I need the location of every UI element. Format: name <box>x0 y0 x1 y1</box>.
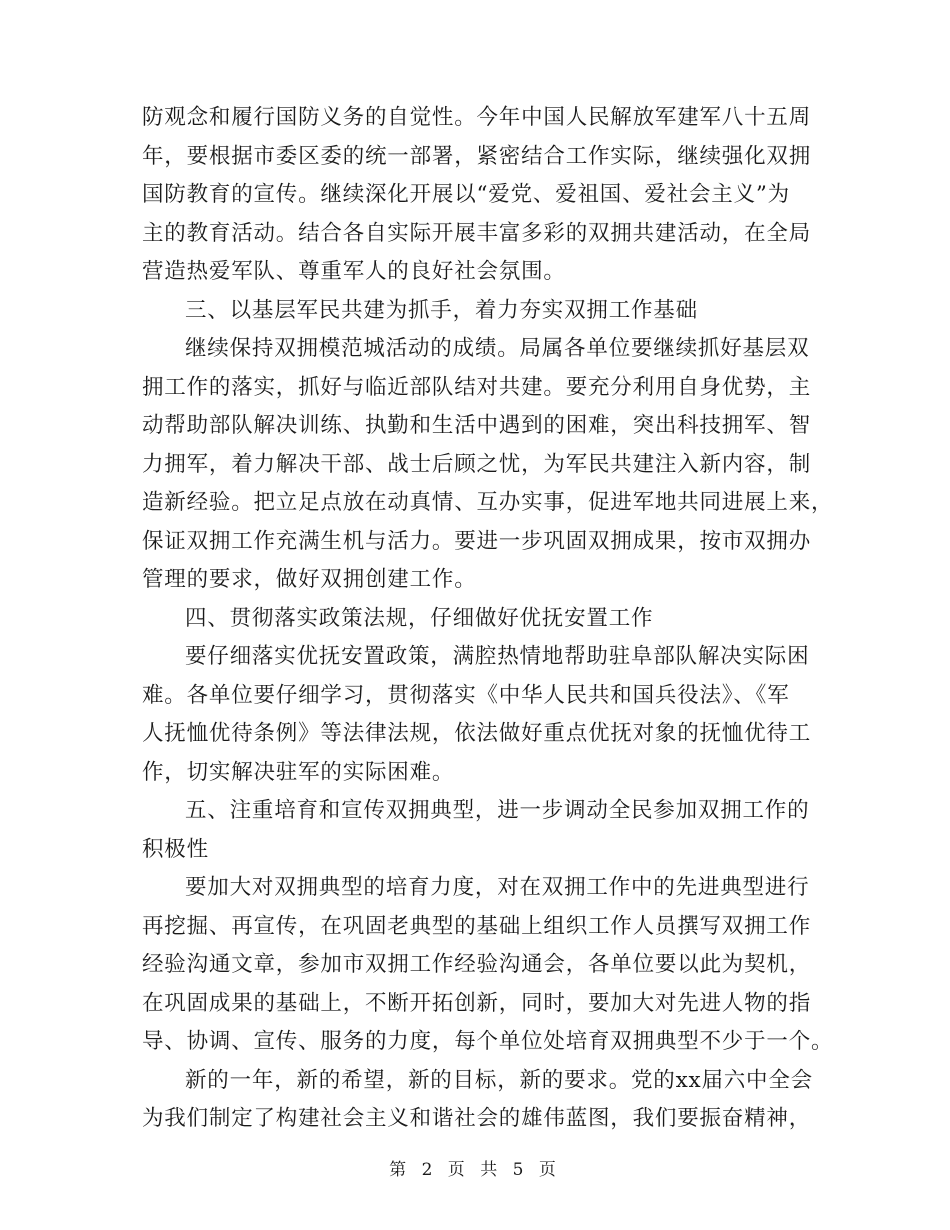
text-line: 新的一年，新的希望，新的目标，新的要求。党的xx届六中全会 <box>185 1067 813 1093</box>
text-line: 在巩固成果的基础上，不断开拓创新，同时，要加大对先进人物的指 <box>142 990 812 1016</box>
text-line: 继续保持双拥模范城活动的成绩。局属各单位要继续抓好基层双 <box>185 336 810 361</box>
text-line: 难。各单位要仔细学习，贯彻落实《中华人民共和国兵役法》、《军 <box>142 682 790 708</box>
text-line: 经验沟通文章，参加市双拥工作经验沟通会，各单位要以此为契机， <box>142 952 812 977</box>
text-line: 三、以基层军民共建为抓手，着力夯实双拥工作基础 <box>185 297 698 323</box>
document-body <box>142 99 834 1139</box>
page-footer: 第 2 页 共 5 页 <box>389 1160 561 1180</box>
text-line: 要仔细落实优抚安置政策，满腔热情地帮助驻阜部队解决实际困 <box>185 644 810 669</box>
text-line: 再挖掘、再宣传，在巩固老典型的基础上组织工作人员撰写双拥工作 <box>142 913 812 939</box>
text-line: 四、贯彻落实政策法规，仔细做好优抚安置工作 <box>185 605 654 631</box>
text-line: 保证双拥工作充满生机与活力。要进一步巩固双拥成果，按市双拥办 <box>142 528 812 554</box>
text-line: 国防教育的宣传。继续深化开展以“爱党、爱祖国、爱社会主义”为 <box>142 182 790 207</box>
text-line: 力拥军，着力解决干部、战士后顾之忧，为军民共建注入新内容，制 <box>142 451 812 477</box>
text-line: 动帮助部队解决训练、执勤和生活中遇到的困难，突出科技拥军、智 <box>142 413 812 438</box>
text-line: 拥工作的落实，抓好与临近部队结对共建。要充分利用自身优势，主 <box>142 374 812 400</box>
text-line: 积极性 <box>142 836 209 862</box>
text-line: 年，要根据市委区委的统一部署，紧密结合工作实际，继续强化双拥 <box>142 143 812 169</box>
text-line: 要加大对双拥典型的培育力度，对在双拥工作中的先进典型进行 <box>185 875 810 900</box>
text-line: 为我们制定了构建社会主义和谐社会的雄伟蓝图，我们要振奋精神， <box>142 1106 812 1131</box>
text-line: 管理的要求，做好双拥创建工作。 <box>142 567 477 592</box>
text-line: 导、协调、宣传、服务的力度，每个单位处培育双拥典型不少于一个。 <box>142 1029 834 1054</box>
text-line: 作，切实解决驻军的实际困难。 <box>142 759 455 785</box>
text-line: 五、注重培育和宣传双拥典型，进一步调动全民参加双拥工作的 <box>185 798 810 823</box>
text-line: 营造热爱军队、尊重军人的良好社会氛围。 <box>142 259 566 284</box>
text-line: 造新经验。把立足点放在动真情、互办实事，促进军地共同进展上来， <box>142 490 834 515</box>
text-line: 人抚恤优待条例》等法律法规，依法做好重点优抚对象的抚恤优待工 <box>142 721 812 746</box>
text-line: 防观念和履行国防义务的自觉性。今年中国人民解放军建军八十五周 <box>142 105 812 130</box>
text-line: 主的教育活动。结合各自实际开展丰富多彩的双拥共建活动，在全局 <box>142 220 812 246</box>
